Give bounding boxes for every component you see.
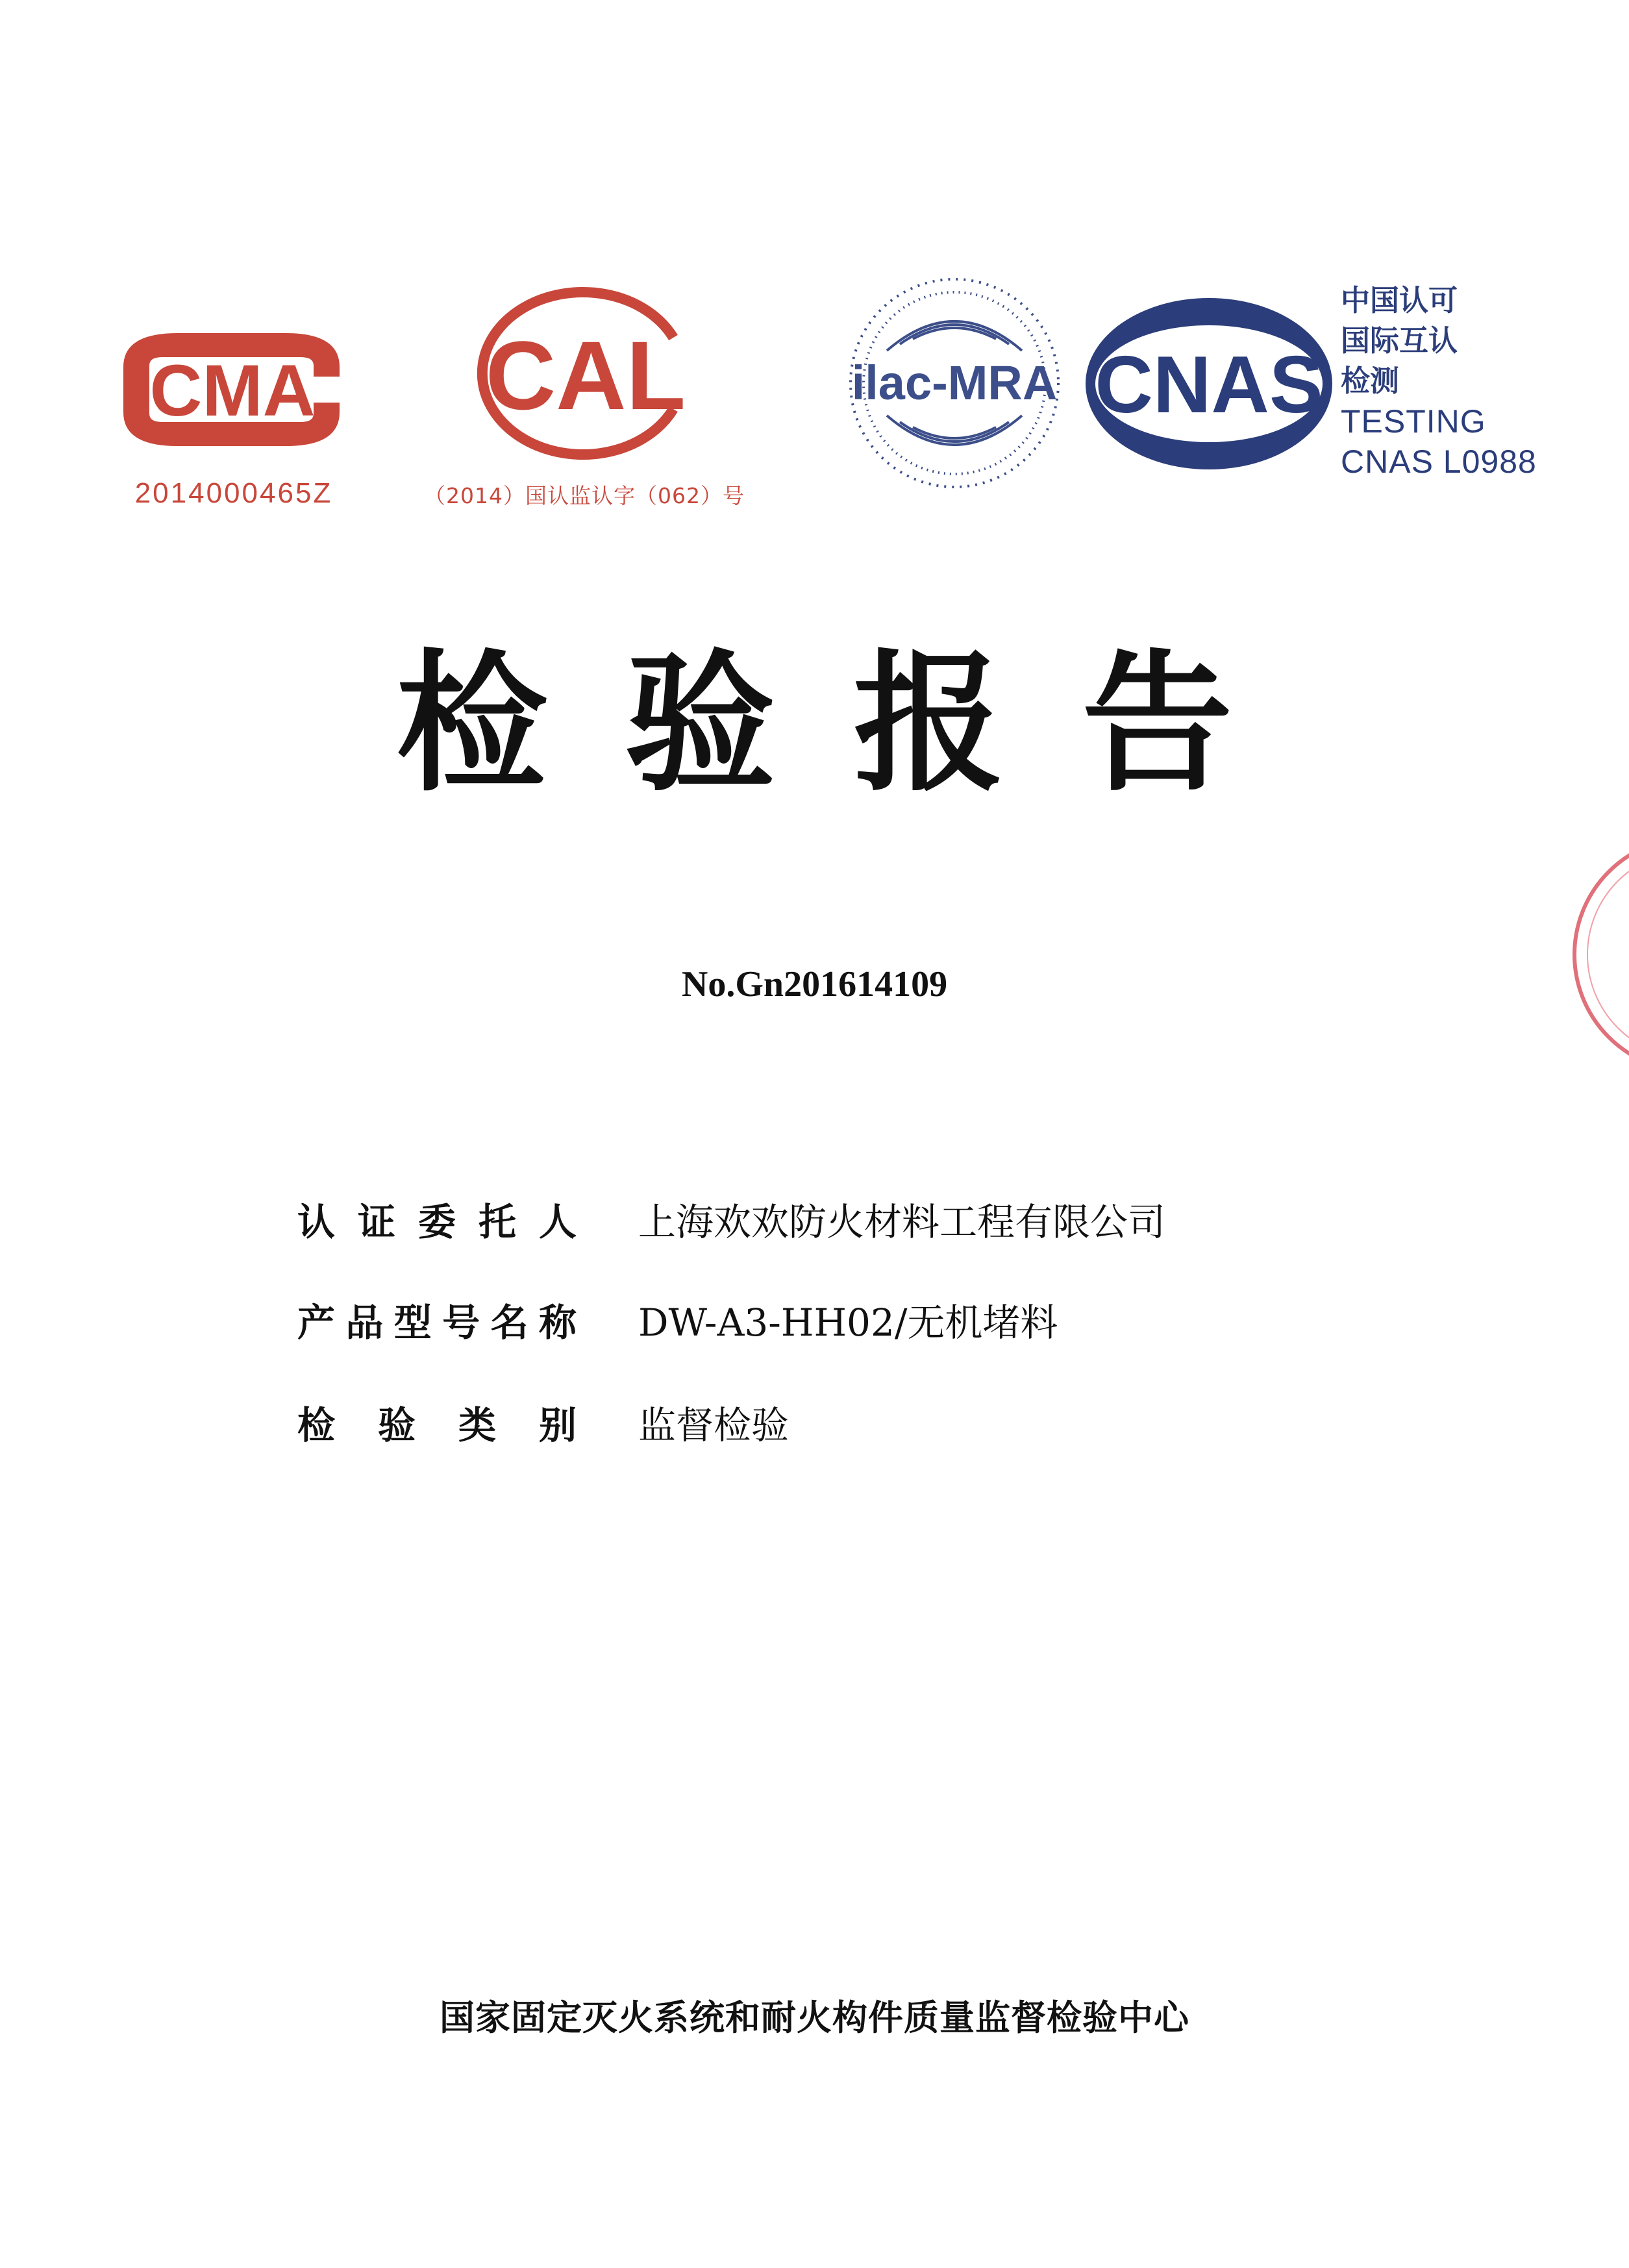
inspection-type-value: 监督检验: [638, 1403, 790, 1447]
cal-logo-text: CAL: [485, 321, 686, 430]
client-label: 认 证 委 托 人: [297, 1200, 577, 1244]
info-row-client: [297, 1191, 1531, 1250]
cal-certificate-number: （2014）国认监认字（062）号: [424, 483, 745, 508]
cma-certificate-number: 2014000465Z: [134, 477, 333, 509]
info-row-inspection-type: [297, 1395, 1531, 1453]
ilac-mra-logo: [841, 266, 1067, 500]
info-row-product: [297, 1292, 1531, 1351]
product-value: DW-A3-HH02/无机堵料: [638, 1301, 1058, 1345]
ilac-logo-text: ilac-MRA: [851, 356, 1058, 410]
cal-logo: [475, 286, 693, 461]
cnas-logo: [1079, 292, 1340, 475]
cnas-line-5: CNAS L0988: [1341, 443, 1537, 480]
inspection-type-label: 检 验 类 别: [297, 1403, 577, 1447]
cnas-line-2: 国际互认: [1341, 323, 1458, 358]
cnas-line-1: 中国认可: [1341, 283, 1458, 318]
cnas-line-3: 检测: [1341, 364, 1400, 398]
cma-logo-text: CMA: [149, 350, 316, 431]
cnas-line-4: TESTING: [1341, 403, 1486, 440]
seal-stamp-fragment: [1561, 844, 1629, 1065]
report-number: No.Gn201614109: [681, 964, 948, 1004]
cnas-logo-text: CNAS: [1095, 340, 1323, 430]
report-title: 检验报告: [396, 636, 1311, 812]
client-value: 上海欢欢防火材料工程有限公司: [638, 1200, 1166, 1244]
product-label: 产 品 型 号 名 称: [297, 1301, 577, 1345]
cnas-accreditation-text: [1341, 280, 1613, 482]
cma-logo: [116, 328, 347, 451]
issuing-organization: 国家固定灭火系统和耐火构件质量监督检验中心: [440, 1997, 1189, 2038]
